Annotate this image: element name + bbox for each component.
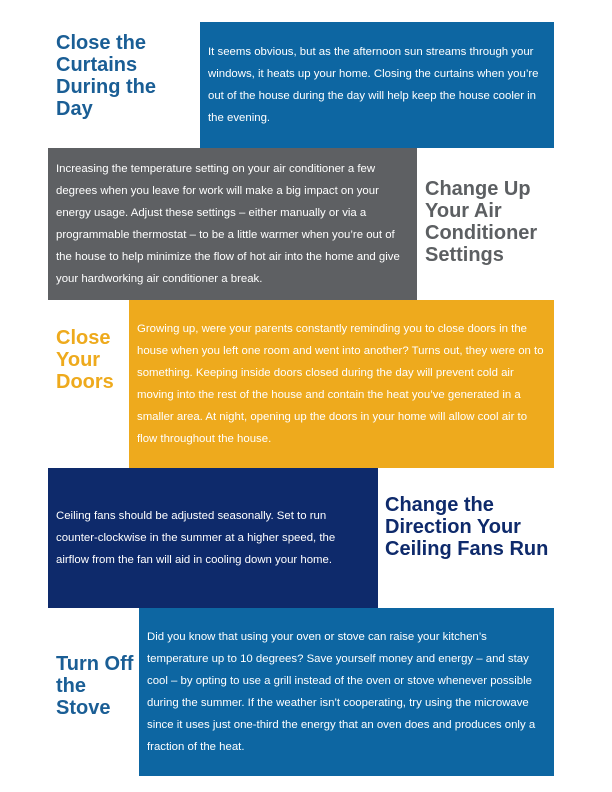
tip-body: Growing up, were your parents constantly reminding you to close doors in the house when you left one room and went into another? Turns out, they were on to something. Keeping inside doors closed during the day will prevent cold air moving into the rest of the house and contain the heat you’ve generated in a smaller area. At night, opening up the doors in your home will allow cool air to flow throughout the house. xyxy=(137,323,544,445)
tip-body: Increasing the temperature setting on your air conditioner a few degrees when you leave for work will make a big impact on your energy usage. Adjust these settings – either manually or via a programmable thermostat – to be a little warmer when you’re out of the house to help minimize the flow of hot air into the home and give your hardworking air conditioner a break. xyxy=(56,163,400,285)
tip-body-panel xyxy=(48,148,417,300)
tip-body-panel xyxy=(129,300,554,468)
tip-ceiling-fans xyxy=(0,468,612,608)
tip-title: Close Your Doors xyxy=(56,327,114,393)
tip-body-panel xyxy=(139,608,554,776)
tip-title: Change the Direction Your Ceiling Fans Run xyxy=(385,494,549,560)
tip-air-conditioner xyxy=(0,148,612,300)
tip-turn-off-stove xyxy=(0,608,612,776)
tip-body-panel xyxy=(48,468,378,608)
tip-body: It seems obvious, but as the afternoon sun streams through your windows, it heats up your home. Closing the curtains when you’re out of the house during the day will help keep the house cooler in the evening. xyxy=(208,46,539,124)
tip-title: Close the Curtains During the Day xyxy=(56,32,156,120)
tip-body: Ceiling fans should be adjusted seasonally. Set to run counter-clockwise in the summer at a higher speed, the airflow from the fan will aid in cooling down your home. xyxy=(56,510,336,566)
tip-close-curtains xyxy=(0,22,612,148)
tip-title: Turn Off the Stove xyxy=(56,653,134,719)
tip-close-doors xyxy=(0,300,612,468)
tip-title: Change Up Your Air Conditioner Settings xyxy=(425,178,538,266)
tip-body: Did you know that using your oven or stove can raise your kitchen’s temperature up to 10 degrees? Save yourself money and energy – and stay cool – by opting to use a grill instead of the oven or stove whenever possible during the summer. If the weather isn’t cooperating, try using the microwave since it uses just one-third the energy that an oven does and produces only a fraction of the heat. xyxy=(147,631,536,753)
tip-body-panel xyxy=(200,22,554,148)
